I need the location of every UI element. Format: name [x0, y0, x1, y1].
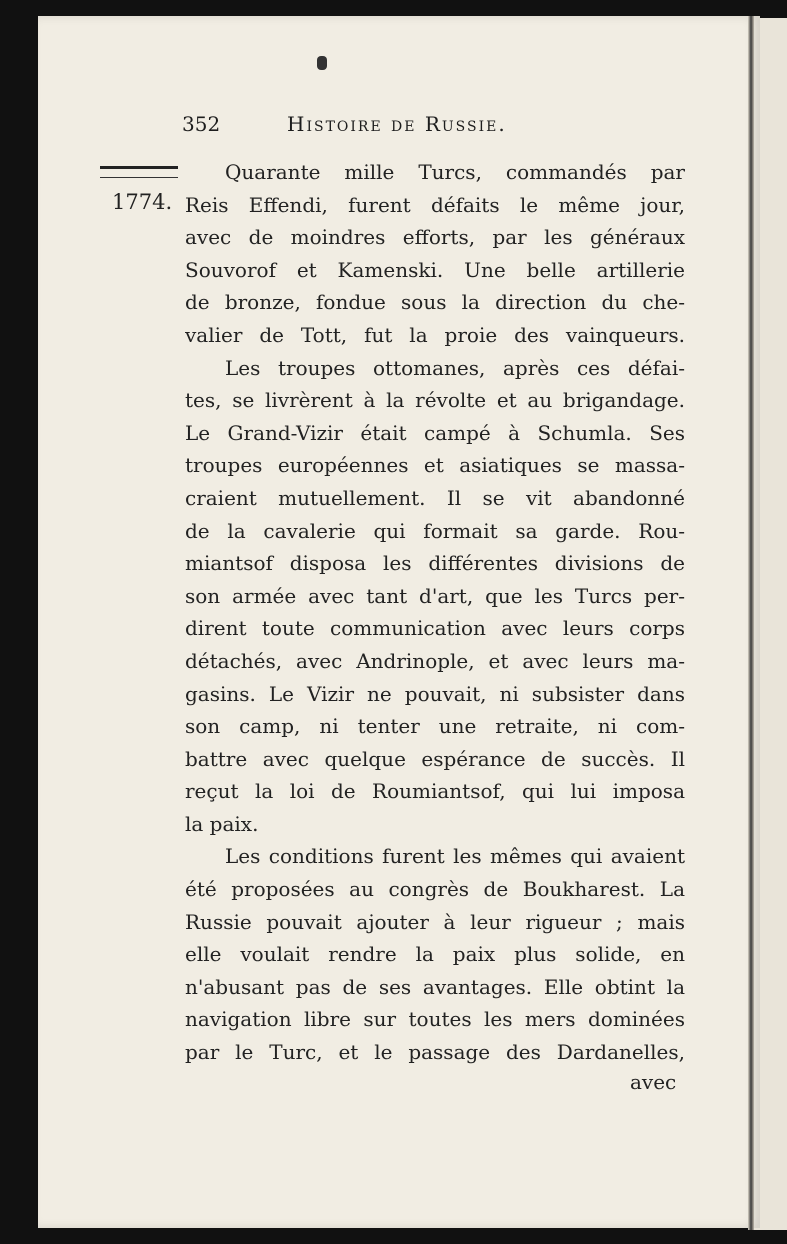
text-line: la paix.: [185, 811, 259, 836]
text-line: elle voulait rendre la paix plus solide, en: [185, 942, 685, 967]
text-line: valier de Tott, fut la proie des vainqueurs.: [185, 322, 685, 347]
ink-speck: [317, 56, 327, 70]
text-line: navigation libre sur toutes les mers dominées: [185, 1007, 685, 1032]
text-line: battre avec quelque espérance de succès. Il: [185, 746, 685, 771]
text-line: avec de moindres efforts, par les généraux: [185, 225, 685, 250]
text-line: miantsof disposa les différentes divisions de: [185, 551, 685, 576]
text-line: Le Grand-Vizir était campé à Schumla. Ses: [185, 420, 685, 445]
body-text: [185, 156, 685, 1069]
text-line: Souvorof et Kamenski. Une belle artillerie: [185, 257, 685, 282]
text-line: détachés, avec Andrinople, et avec leurs ma-: [185, 648, 685, 673]
text-line: Russie pouvait ajouter à leur rigueur ; mais: [185, 909, 685, 934]
text-line: tes, se livrèrent à la révolte et au brigandage.: [185, 388, 685, 413]
catchword: avec: [630, 1070, 677, 1094]
text-line: dirent toute communication avec leurs corps: [185, 616, 685, 641]
text-line: Quarante mille Turcs, commandés par: [225, 160, 685, 184]
page-number: 352: [182, 112, 221, 136]
text-line: Reis Effendi, furent défaits le même jour,: [185, 192, 685, 217]
text-line: Les conditions furent les mêmes qui avaient: [225, 844, 685, 869]
text-line: de la cavalerie qui formait sa garde. Rou-: [185, 518, 685, 543]
text-line: son armée avec tant d'art, que les Turcs per-: [185, 583, 685, 608]
running-title: Histoire de Russie.: [287, 112, 507, 136]
text-line: de bronze, fondue sous la direction du che-: [185, 290, 685, 315]
text-line: n'abusant pas de ses avantages. Elle obtint la: [185, 974, 685, 999]
text-line: son camp, ni tenter une retraite, ni com-: [185, 714, 685, 739]
text-line: craient mutuellement. Il se vit abandonné: [185, 485, 685, 510]
text-line: été proposées au congrès de Boukharest. La: [185, 877, 685, 902]
text-line: par le Turc, et le passage des Dardanelles,: [185, 1040, 685, 1065]
text-line: troupes européennes et asiatiques se massa-: [185, 453, 685, 478]
margin-year-note: 1774.: [112, 190, 173, 214]
page-fold: [748, 16, 754, 1230]
section-rule: [100, 166, 178, 178]
text-line: reçut la loi de Roumiantsof, qui lui imposa: [185, 779, 685, 804]
text-line: gasins. Le Vizir ne pouvait, ni subsister dans: [185, 681, 685, 706]
text-line: Les troupes ottomanes, après ces défai-: [225, 355, 685, 380]
page-header: [182, 112, 577, 142]
